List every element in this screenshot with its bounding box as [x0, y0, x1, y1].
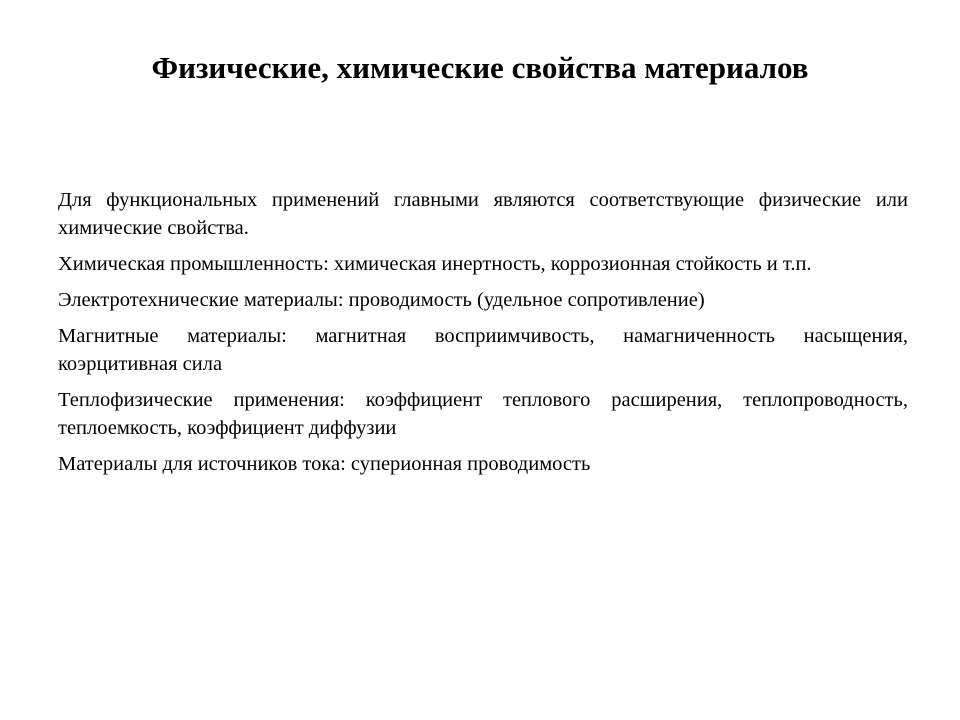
paragraph-thermophysical-applications: Теплофизические применения: коэффициент теплового расширения, теплопроводность, теплоемкость, коэффициент диффузии — [58, 389, 908, 439]
paragraph-chemical-industry: Химическая промышленность: химическая инертность, коррозионная стойкость и т.п. — [58, 253, 812, 275]
paragraph-functional-applications: Для функциональных применений главными являются соответствующие физические или химические свойства. — [58, 189, 908, 239]
paragraph-electrotechnical-materials: Электротехнические материалы: проводимость (удельное сопротивление) — [58, 289, 705, 311]
slide-title: Физические, химические свойства материалов — [151, 50, 809, 85]
paragraph-magnetic-materials: Магнитные материалы: магнитная восприимчивость, намагниченность насыщения, коэрцитивная сила — [58, 325, 908, 375]
paragraph-current-sources: Материалы для источников тока: суперионная проводимость — [58, 453, 591, 475]
slide-body — [58, 186, 908, 486]
